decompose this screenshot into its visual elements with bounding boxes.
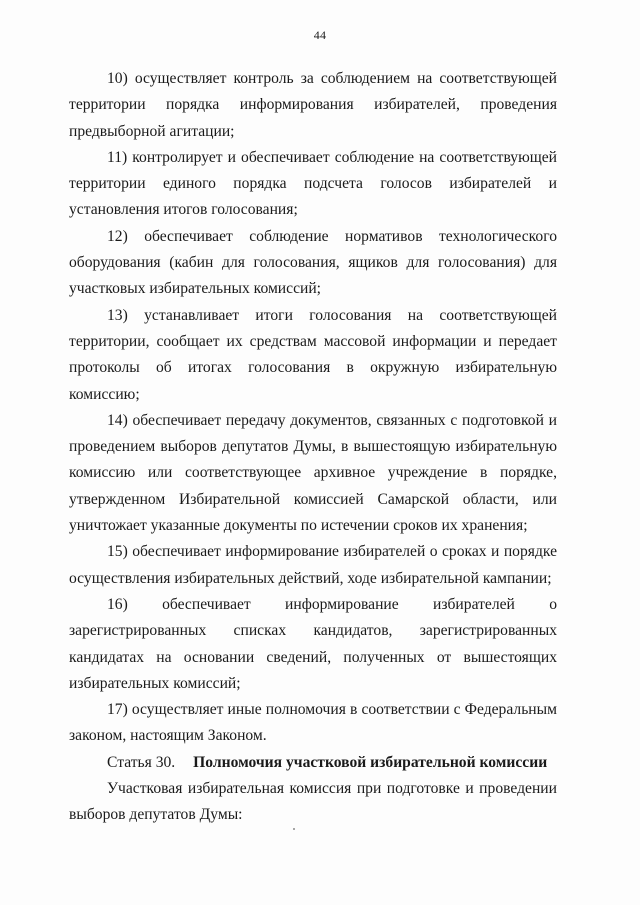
- document-body: [69, 66, 557, 829]
- scan-speck: [293, 828, 295, 830]
- list-item: 13) устанавливает итоги голосования на соответствующей территории, сообщает их средствам массовой информации и передает протоколы об итогах голосования в окружную избирательную комиссию;: [69, 306, 557, 403]
- list-item: 10) осуществляет контроль за соблюдением на соответствующей территории порядка информирования избирателей, проведения предвыборной агитации;: [69, 70, 557, 140]
- page-number: 44: [313, 28, 327, 42]
- list-item: 14) обеспечивает передачу документов, связанных с подготовкой и проведением выборов депутатов Думы, в вышестоящую избирательную комиссию или соответствующее архивное учреждение в порядке, утвержденном Избирательной комиссией Самарской области, или уничтожает указанные документы по истечении сроков их хранения;: [69, 411, 557, 535]
- article-title: Полномочия участковой избирательной комиссии: [193, 753, 548, 771]
- list-item: 12) обеспечивает соблюдение нормативов технологического оборудования (кабин для голосования, ящиков для голосования) для участковых избирательных комиссий;: [69, 227, 557, 298]
- article-heading: [69, 750, 557, 776]
- list-item: 11) контролирует и обеспечивает соблюдение на соответствующей территории единого порядка подсчета голосов избирателей и установления итогов голосования;: [69, 148, 557, 219]
- article-intro-paragraph: Участковая избирательная комиссия при подготовке и проведении выборов депутатов Думы:: [69, 780, 557, 824]
- list-item: 17) осуществляет иные полномочия в соответствии с Федеральным законом, настоящим Законом.: [69, 701, 557, 745]
- article-label: Статья 30.: [107, 753, 176, 771]
- list-item: 16) обеспечивает информирование избирателей о зарегистрированных списках кандидатов, зарегистрированных кандидатах на основании сведений, полученных от вышестоящих избирательных комиссий;: [69, 595, 557, 692]
- list-item: 15) обеспечивает информирование избирателей о сроках и порядке осуществления избирательных действий, ходе избирательной кампании;: [69, 543, 557, 587]
- powers-list: [69, 66, 557, 750]
